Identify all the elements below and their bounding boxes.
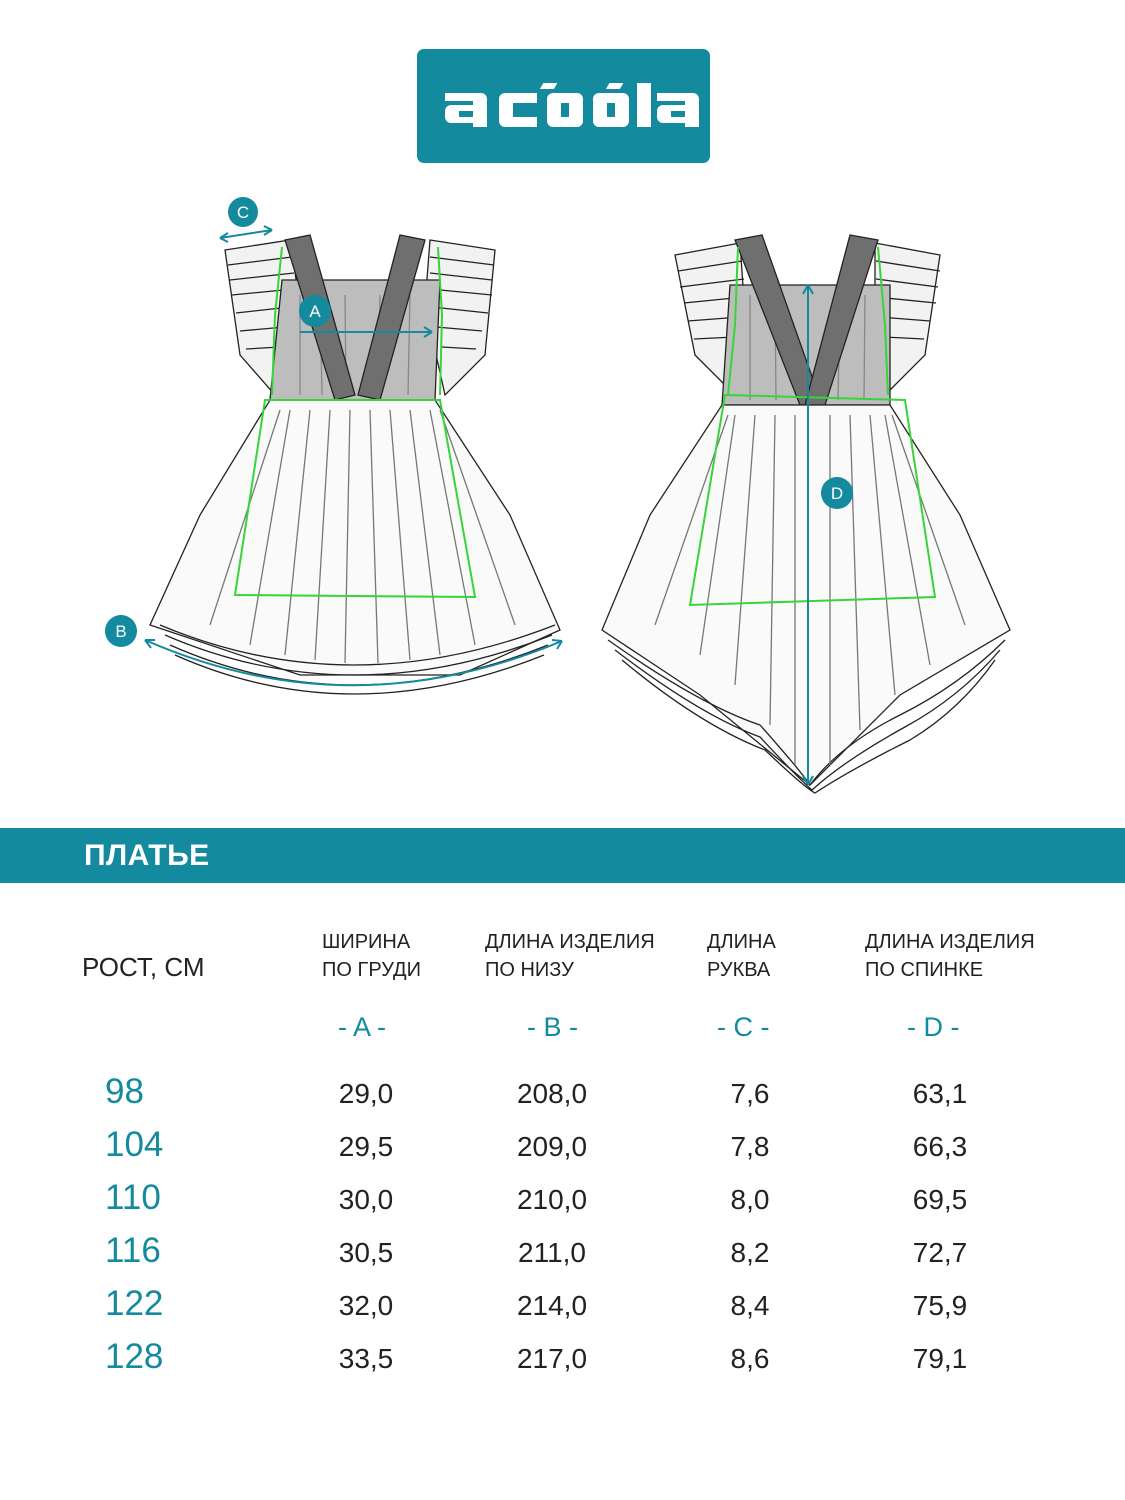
- row-value-a: 30,5: [338, 1237, 394, 1268]
- row-value-d: 79,1: [912, 1343, 968, 1374]
- row-value-c: 8,4: [730, 1290, 770, 1321]
- row-value-c: 7,6: [730, 1078, 770, 1109]
- row-value-b: 217,0: [516, 1343, 588, 1374]
- column-header-a: [322, 928, 421, 984]
- section-title: ПЛАТЬЕ: [84, 839, 210, 872]
- row-value-c: 8,0: [730, 1184, 770, 1215]
- row-value-a: 33,5: [338, 1343, 394, 1374]
- column-b-line1: ДЛИНА ИЗДЕЛИЯ: [485, 931, 655, 953]
- row-value-d: 69,5: [912, 1184, 968, 1215]
- row-size: 122: [105, 1284, 164, 1323]
- size-column-header: РОСТ, СМ: [82, 952, 205, 982]
- row-value-c: 7,8: [730, 1131, 770, 1162]
- row-value-d: 63,1: [912, 1078, 968, 1109]
- svg-text:D: D: [830, 484, 844, 503]
- svg-text:B: B: [115, 622, 127, 641]
- dress-front-view: [150, 235, 560, 694]
- row-size: 116: [105, 1231, 161, 1270]
- column-header-c: [707, 928, 776, 984]
- svg-text:A: A: [309, 302, 321, 321]
- acoola-logo-icon: [417, 49, 710, 163]
- row-value-b: 208,0: [516, 1078, 588, 1109]
- column-c-line2: РУКВА: [707, 959, 771, 981]
- table-row: [0, 1282, 1125, 1334]
- row-value-a: 30,0: [338, 1184, 394, 1215]
- row-size: 104: [105, 1125, 164, 1164]
- row-value-a: 29,0: [338, 1078, 394, 1109]
- table-row: [0, 1229, 1125, 1281]
- brand-logo: [417, 49, 710, 163]
- section-banner: [0, 828, 1125, 883]
- column-a-line1: ШИРИНА: [322, 931, 411, 953]
- row-value-b: 211,0: [518, 1237, 586, 1268]
- row-value-b: 209,0: [516, 1131, 588, 1162]
- row-value-d: 72,7: [912, 1237, 968, 1268]
- row-value-c: 8,2: [730, 1237, 770, 1268]
- dress-diagram: [0, 185, 1125, 805]
- column-b-line2: ПО НИЗУ: [485, 959, 574, 981]
- table-row: [0, 1123, 1125, 1175]
- column-a-line2: ПО ГРУДИ: [322, 959, 421, 981]
- row-value-c: 8,6: [730, 1343, 770, 1374]
- column-d-line2: ПО СПИНКЕ: [865, 959, 984, 981]
- table-row: [0, 1335, 1125, 1387]
- column-header-b: [485, 928, 655, 984]
- column-header-d: [865, 928, 1035, 984]
- dress-back-view: [602, 235, 1010, 793]
- row-size: 110: [105, 1178, 161, 1217]
- column-code-c: - C -: [717, 1012, 770, 1042]
- svg-text:C: C: [236, 203, 250, 222]
- column-d-line1: ДЛИНА ИЗДЕЛИЯ: [865, 931, 1035, 953]
- table-row: [0, 1070, 1125, 1122]
- column-code-b: - B -: [527, 1012, 578, 1042]
- table-row: [0, 1176, 1125, 1228]
- column-c-line1: ДЛИНА: [707, 931, 776, 953]
- row-value-d: 66,3: [912, 1131, 968, 1162]
- row-value-a: 32,0: [338, 1290, 394, 1321]
- row-value-d: 75,9: [912, 1290, 968, 1321]
- column-code-d: - D -: [907, 1012, 960, 1042]
- row-value-b: 214,0: [516, 1290, 588, 1321]
- column-code-a: - A -: [338, 1012, 387, 1042]
- row-value-a: 29,5: [338, 1131, 394, 1162]
- row-size: 128: [105, 1337, 164, 1376]
- row-value-b: 210,0: [516, 1184, 588, 1215]
- row-size: 98: [105, 1072, 144, 1111]
